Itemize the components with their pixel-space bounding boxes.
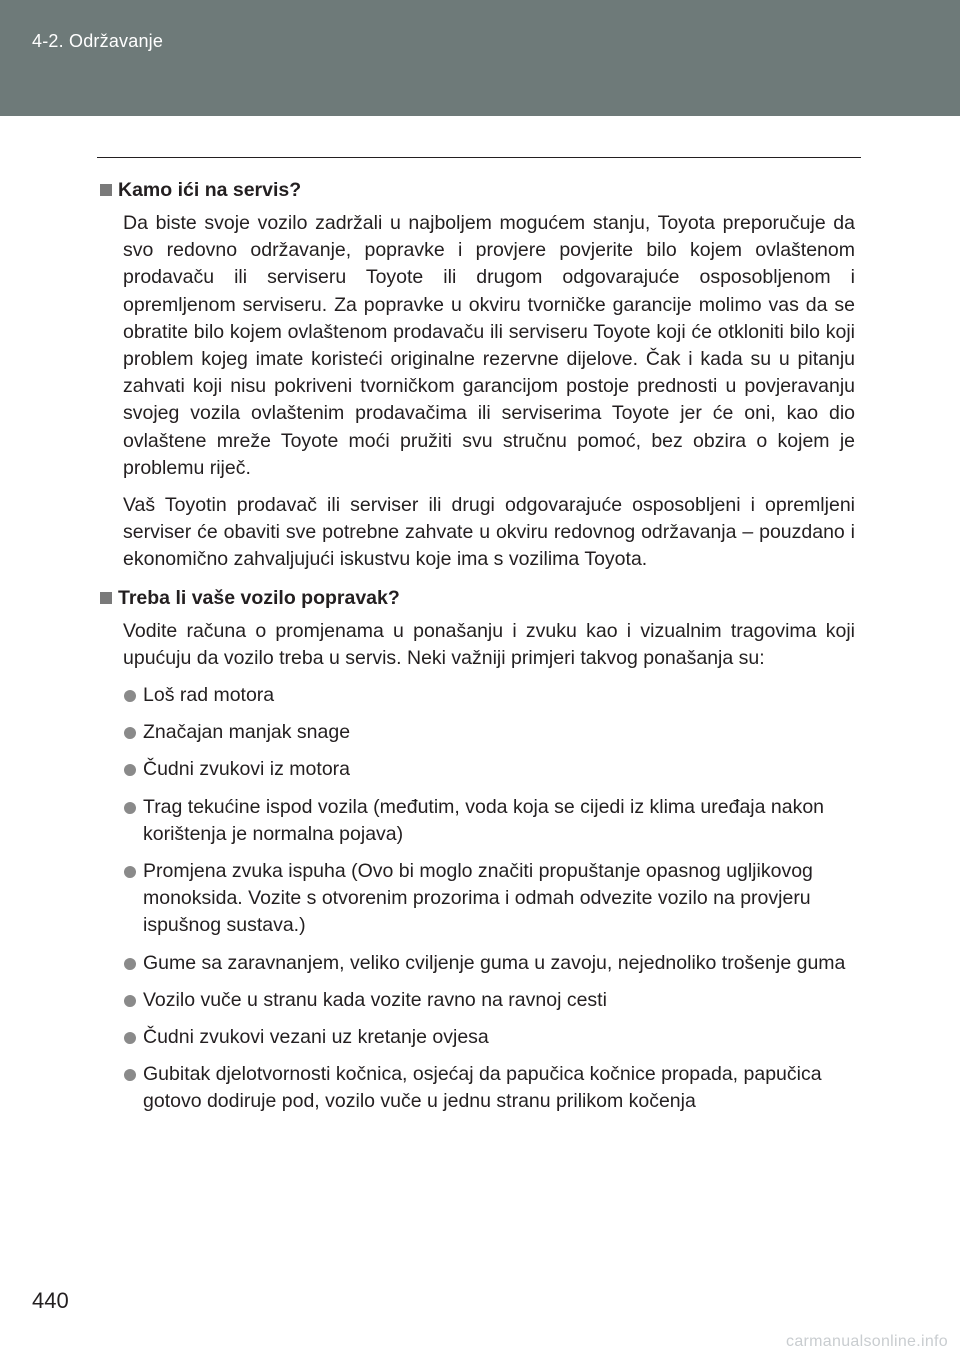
list-item-text: Vozilo vuče u stranu kada vozite ravno na ravnoj cesti <box>143 988 607 1011</box>
symptom-list <box>100 682 855 1116</box>
round-bullet-icon <box>124 1032 136 1044</box>
list-item-text: Loš rad motora <box>143 684 275 707</box>
page-number: 440 <box>32 1288 69 1313</box>
list-item <box>124 950 855 977</box>
section-heading-text: Treba li vaše vozilo popravak? <box>118 586 400 609</box>
round-bullet-icon <box>124 1069 136 1081</box>
list-item-text: Čudni zvukovi vezani uz kretanje ovjesa <box>143 1026 489 1049</box>
list-item-text: Čudni zvukovi iz motora <box>143 758 350 781</box>
divider-rule <box>97 157 861 158</box>
section-heading <box>100 584 855 612</box>
section-title: 4-2. Održavanje <box>32 31 164 51</box>
section-heading <box>100 176 855 204</box>
watermark: carmanualsonline.info <box>786 1333 948 1350</box>
paragraph: Da biste svoje vozilo zadržali u najboljem mogućem stanju, Toyota preporučuje da svo redovno održavanje, popravke i provjere povjerite bilo kojem ovlaštenom prodavaču ili serviseru Toyote ili drugom odgovarajuće osposobljenom i opremljenom serviseru. Za popravke u okviru tvorničke garancije molimo vas da se obratite bilo kojem ovlaštenom prodavaču ili serviseru Toyote koji će otkloniti bilo koji problem kojeg imate koristeći originalne rezervne dijelove. Čak i kada su u pitanju zahvati koji nisu pokriveni tvorničkom garancijom postoje prednosti u povjeravanju svojeg vozila ovlaštenim prodavačima ili serviserima Toyote jer će oni, kao dio ovlaštene mreže Toyote moći pružiti svu stručnu pomoć, bez obzira o kojem je problemu riječ. <box>123 212 855 479</box>
list-item <box>124 1024 855 1051</box>
paragraph: Vodite računa o promjenama u ponašanju i zvuku kao i vizualnim tragovima koji upućuju da vozilo treba u servis. Neki važniji primjeri takvog ponašanja su: <box>123 619 855 669</box>
list-item <box>124 719 855 746</box>
list-item <box>124 858 855 940</box>
list-item <box>124 987 855 1014</box>
list-item-text: Značajan manjak snage <box>143 721 351 744</box>
section-needs-repair <box>100 584 855 1116</box>
round-bullet-icon <box>124 866 136 878</box>
round-bullet-icon <box>124 995 136 1007</box>
list-item <box>124 794 855 848</box>
round-bullet-icon <box>124 958 136 970</box>
paragraph: Vaš Toyotin prodavač ili serviser ili drugi odgovarajuće osposobljeni i opremljeni serviser će obaviti sve potrebne zahvate u okviru redovnog održavanja – pouzdano i ekonomično zahvaljujući iskustvu koje ima s vozilima Toyota. <box>123 494 855 571</box>
list-item <box>124 756 855 783</box>
list-item-text: Gume sa zaravnanjem, veliko cviljenje guma u zavoju, nejednoliko trošenje guma <box>143 951 846 974</box>
list-item-text: Gubitak djelotvornosti kočnica, osjećaj da papučica kočnice propada, papučica gotovo dodiruje pod, vozilo vuče u jednu stranu prilikom kočenja <box>143 1063 822 1113</box>
list-item-text: Promjena zvuka ispuha (Ovo bi moglo značiti propuštanje opasnog ugljikovog monoksida. Vozite s otvorenim prozorima i odmah odvezite vozilo na provjeru ispušnog sustava.) <box>143 860 813 937</box>
round-bullet-icon <box>124 764 136 776</box>
list-item <box>124 682 855 709</box>
list-item <box>124 1061 855 1115</box>
round-bullet-icon <box>124 802 136 814</box>
square-bullet-icon <box>100 184 112 196</box>
section-where-to-service <box>100 176 855 574</box>
section-heading-text: Kamo ići na servis? <box>118 179 302 201</box>
list-item-text: Trag tekućine ispod vozila (međutim, voda koja se cijedi iz klima uređaja nakon korištenja je normalna pojava) <box>143 795 825 845</box>
round-bullet-icon <box>124 727 136 739</box>
page-content <box>100 176 855 1126</box>
round-bullet-icon <box>124 690 136 702</box>
square-bullet-icon <box>100 592 112 604</box>
header-band <box>0 0 960 116</box>
